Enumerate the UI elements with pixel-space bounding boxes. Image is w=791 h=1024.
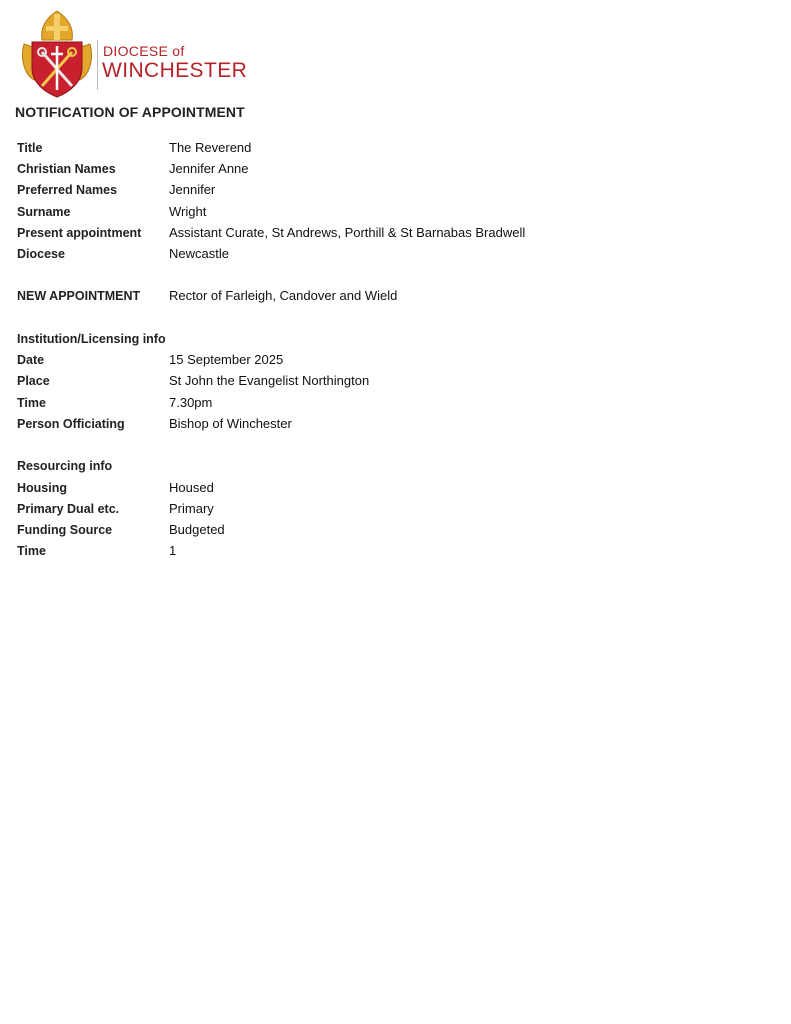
field-label: Housing: [17, 481, 67, 495]
field-label: Time: [17, 544, 46, 558]
field-value: Assistant Curate, St Andrews, Porthill & St Barnabas Bradwell: [169, 225, 526, 240]
field-label: Funding Source: [17, 523, 113, 537]
field-value: 15 September 2025: [169, 352, 284, 367]
logo-line2: WINCHESTER: [102, 59, 248, 82]
row-date: [17, 353, 717, 371]
field-label: Primary Dual etc.: [17, 502, 120, 516]
field-label: Date: [17, 353, 45, 367]
field-value: Wright: [169, 204, 207, 219]
row-place: [17, 374, 717, 392]
row-housing: [17, 481, 717, 499]
row-christian-names: [17, 162, 717, 180]
field-value: Primary: [169, 501, 214, 516]
row-time: [17, 396, 717, 414]
field-label: Time: [17, 396, 46, 410]
field-value: Rector of Farleigh, Candover and Wield: [169, 288, 398, 303]
diocese-logo: [18, 8, 268, 100]
field-label: Present appointment: [17, 226, 142, 240]
row-new-appointment: [17, 289, 717, 307]
row-funding-source: [17, 523, 717, 541]
field-value: 7.30pm: [169, 395, 213, 410]
field-value: 1: [169, 543, 177, 558]
field-value: Bishop of Winchester: [169, 416, 292, 431]
field-label: Place: [17, 374, 50, 388]
field-label: Surname: [17, 205, 71, 219]
mitre-shield-icon: [18, 8, 96, 98]
field-value: Budgeted: [169, 522, 225, 537]
row-person-officiating: [17, 417, 717, 435]
field-value: Housed: [169, 480, 214, 495]
field-value: The Reverend: [169, 140, 252, 155]
field-label: Title: [17, 141, 43, 155]
field-value: Newcastle: [169, 246, 229, 261]
section-heading-institution: [17, 332, 717, 350]
logo-divider: [97, 40, 98, 90]
field-label: Person Officiating: [17, 417, 125, 431]
field-label: NEW APPOINTMENT: [17, 289, 141, 303]
row-title: [17, 141, 717, 159]
row-resourcing-time: [17, 544, 717, 562]
field-value: Jennifer: [169, 182, 216, 197]
section-heading-resourcing: [17, 459, 717, 477]
section-heading: Resourcing info: [17, 459, 113, 473]
field-label: Christian Names: [17, 162, 116, 176]
row-primary-dual: [17, 502, 717, 520]
field-label: Diocese: [17, 247, 65, 261]
page-title: NOTIFICATION OF APPOINTMENT: [15, 104, 245, 120]
field-value: St John the Evangelist Northington: [169, 373, 370, 388]
row-surname: [17, 205, 717, 223]
row-present-appointment: [17, 226, 717, 244]
section-heading: Institution/Licensing info: [17, 332, 166, 346]
row-preferred-names: [17, 183, 717, 201]
logo-line1: DIOCESE of: [103, 43, 185, 59]
row-diocese: [17, 247, 717, 265]
field-label: Preferred Names: [17, 183, 118, 197]
field-value: Jennifer Anne: [169, 161, 249, 176]
